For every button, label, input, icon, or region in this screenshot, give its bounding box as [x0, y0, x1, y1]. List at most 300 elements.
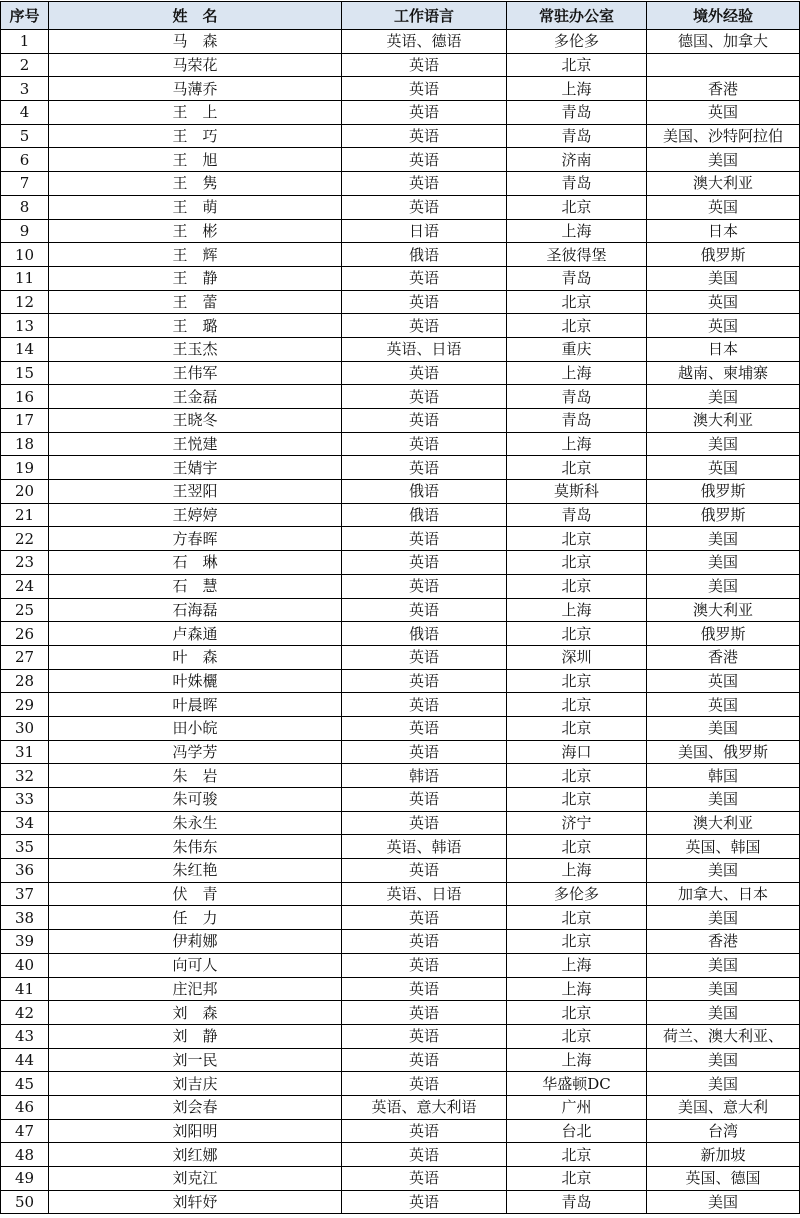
cell-index: 22 [1, 527, 49, 551]
cell-overseas: 俄罗斯 [647, 480, 800, 504]
cell-office: 北京 [507, 930, 647, 954]
cell-name: 朱永生 [49, 811, 342, 835]
cell-office: 青岛 [507, 503, 647, 527]
table-row [1, 1048, 800, 1072]
cell-name: 刘一民 [49, 1048, 342, 1072]
cell-overseas: 美国 [647, 1001, 800, 1025]
cell-language: 英语、意大利语 [342, 1095, 507, 1119]
cell-name: 马 森 [49, 30, 342, 54]
cell-index: 32 [1, 764, 49, 788]
cell-overseas: 俄罗斯 [647, 503, 800, 527]
cell-overseas: 英国、德国 [647, 1167, 800, 1191]
cell-name: 马薄乔 [49, 77, 342, 101]
cell-index: 47 [1, 1119, 49, 1143]
cell-overseas: 台湾 [647, 1119, 800, 1143]
cell-overseas: 美国 [647, 527, 800, 551]
cell-overseas: 美国 [647, 385, 800, 409]
cell-office: 北京 [507, 1143, 647, 1167]
cell-office: 多伦多 [507, 30, 647, 54]
table-row [1, 574, 800, 598]
cell-index: 42 [1, 1001, 49, 1025]
table-row [1, 1001, 800, 1025]
cell-language: 英语 [342, 77, 507, 101]
cell-office: 北京 [507, 574, 647, 598]
cell-office: 深圳 [507, 645, 647, 669]
cell-language: 英语 [342, 740, 507, 764]
cell-office: 华盛顿DC [507, 1072, 647, 1096]
cell-name: 王 静 [49, 266, 342, 290]
cell-index: 45 [1, 1072, 49, 1096]
cell-index: 23 [1, 551, 49, 575]
cell-index: 48 [1, 1143, 49, 1167]
header-language: 工作语言 [342, 2, 507, 30]
cell-language: 英语 [342, 859, 507, 883]
cell-language: 英语 [342, 1024, 507, 1048]
cell-language: 英语 [342, 314, 507, 338]
cell-overseas: 美国 [647, 1190, 800, 1214]
cell-language: 英语 [342, 456, 507, 480]
cell-index: 39 [1, 930, 49, 954]
cell-office: 莫斯科 [507, 480, 647, 504]
cell-index: 20 [1, 480, 49, 504]
table-row [1, 906, 800, 930]
cell-overseas: 澳大利亚 [647, 409, 800, 433]
cell-name: 王 彬 [49, 219, 342, 243]
cell-name: 伊莉娜 [49, 930, 342, 954]
cell-name: 刘克江 [49, 1167, 342, 1191]
cell-index: 24 [1, 574, 49, 598]
cell-name: 庄汜邦 [49, 977, 342, 1001]
cell-language: 英语 [342, 977, 507, 1001]
table-row [1, 503, 800, 527]
cell-language: 英语 [342, 906, 507, 930]
cell-name: 伏 青 [49, 882, 342, 906]
cell-overseas: 美国 [647, 1048, 800, 1072]
table-row [1, 1119, 800, 1143]
cell-language: 英语 [342, 1001, 507, 1025]
table-row [1, 598, 800, 622]
cell-language: 英语 [342, 1143, 507, 1167]
cell-name: 刘吉庆 [49, 1072, 342, 1096]
cell-overseas: 美国、意大利 [647, 1095, 800, 1119]
cell-language: 英语 [342, 811, 507, 835]
cell-index: 16 [1, 385, 49, 409]
table-row [1, 859, 800, 883]
table-row [1, 551, 800, 575]
cell-index: 18 [1, 432, 49, 456]
table-row [1, 124, 800, 148]
cell-name: 向可人 [49, 953, 342, 977]
table-row [1, 219, 800, 243]
cell-overseas: 日本 [647, 337, 800, 361]
cell-index: 37 [1, 882, 49, 906]
cell-name: 叶姝欐 [49, 669, 342, 693]
cell-index: 8 [1, 195, 49, 219]
table-row [1, 432, 800, 456]
cell-index: 29 [1, 693, 49, 717]
cell-index: 30 [1, 716, 49, 740]
cell-office: 上海 [507, 1048, 647, 1072]
cell-name: 石 慧 [49, 574, 342, 598]
cell-office: 青岛 [507, 266, 647, 290]
cell-overseas: 英国 [647, 456, 800, 480]
cell-name: 叶 森 [49, 645, 342, 669]
cell-language: 英语 [342, 432, 507, 456]
cell-language: 英语 [342, 551, 507, 575]
cell-office: 台北 [507, 1119, 647, 1143]
cell-index: 21 [1, 503, 49, 527]
cell-language: 英语 [342, 930, 507, 954]
table-row [1, 1167, 800, 1191]
cell-name: 王翌阳 [49, 480, 342, 504]
cell-office: 上海 [507, 953, 647, 977]
table-body [1, 30, 800, 1214]
table-row [1, 337, 800, 361]
cell-overseas: 美国 [647, 859, 800, 883]
cell-index: 26 [1, 622, 49, 646]
table-row [1, 788, 800, 812]
cell-name: 王 旭 [49, 148, 342, 172]
cell-name: 王婷婷 [49, 503, 342, 527]
cell-overseas: 荷兰、澳大利亚、 [647, 1024, 800, 1048]
table-row [1, 361, 800, 385]
cell-overseas: 新加坡 [647, 1143, 800, 1167]
cell-overseas: 英国 [647, 693, 800, 717]
cell-index: 33 [1, 788, 49, 812]
cell-name: 王 辉 [49, 243, 342, 267]
cell-overseas: 英国 [647, 195, 800, 219]
cell-language: 英语 [342, 385, 507, 409]
cell-overseas: 香港 [647, 930, 800, 954]
cell-index: 34 [1, 811, 49, 835]
cell-office: 北京 [507, 53, 647, 77]
cell-office: 北京 [507, 1167, 647, 1191]
cell-name: 王玉杰 [49, 337, 342, 361]
cell-overseas: 英国 [647, 101, 800, 125]
cell-office: 北京 [507, 716, 647, 740]
cell-overseas: 澳大利亚 [647, 598, 800, 622]
cell-language: 英语、韩语 [342, 835, 507, 859]
table-row [1, 53, 800, 77]
cell-name: 王 上 [49, 101, 342, 125]
cell-index: 11 [1, 266, 49, 290]
cell-name: 石 琳 [49, 551, 342, 575]
cell-language: 英语 [342, 101, 507, 125]
cell-office: 上海 [507, 219, 647, 243]
cell-overseas: 英国 [647, 290, 800, 314]
cell-language: 俄语 [342, 503, 507, 527]
cell-overseas: 英国 [647, 314, 800, 338]
table-row [1, 77, 800, 101]
cell-overseas: 俄罗斯 [647, 243, 800, 267]
cell-index: 27 [1, 645, 49, 669]
cell-language: 英语 [342, 953, 507, 977]
header-index: 序号 [1, 2, 49, 30]
cell-overseas: 越南、柬埔寨 [647, 361, 800, 385]
cell-office: 北京 [507, 1024, 647, 1048]
table-row [1, 1072, 800, 1096]
cell-language: 英语 [342, 361, 507, 385]
table-row [1, 1143, 800, 1167]
cell-name: 田小皖 [49, 716, 342, 740]
cell-language: 英语、日语 [342, 337, 507, 361]
cell-name: 石海磊 [49, 598, 342, 622]
cell-office: 青岛 [507, 124, 647, 148]
cell-office: 北京 [507, 764, 647, 788]
table-row [1, 953, 800, 977]
cell-index: 44 [1, 1048, 49, 1072]
cell-index: 4 [1, 101, 49, 125]
table-row [1, 622, 800, 646]
cell-office: 济南 [507, 148, 647, 172]
cell-name: 任 力 [49, 906, 342, 930]
cell-language: 英语 [342, 290, 507, 314]
cell-language: 英语 [342, 409, 507, 433]
cell-language: 英语 [342, 53, 507, 77]
cell-language: 英语 [342, 124, 507, 148]
table-row [1, 835, 800, 859]
cell-language: 俄语 [342, 243, 507, 267]
cell-name: 刘阳明 [49, 1119, 342, 1143]
cell-language: 英语 [342, 266, 507, 290]
cell-name: 王伟军 [49, 361, 342, 385]
staff-table [0, 1, 800, 1214]
cell-language: 英语 [342, 574, 507, 598]
cell-overseas: 澳大利亚 [647, 811, 800, 835]
cell-index: 14 [1, 337, 49, 361]
cell-office: 北京 [507, 788, 647, 812]
table-row [1, 290, 800, 314]
cell-overseas: 英国 [647, 669, 800, 693]
cell-office: 北京 [507, 456, 647, 480]
table-row [1, 101, 800, 125]
cell-overseas: 澳大利亚 [647, 172, 800, 196]
cell-overseas: 美国 [647, 148, 800, 172]
cell-overseas: 俄罗斯 [647, 622, 800, 646]
cell-language: 英语 [342, 195, 507, 219]
cell-name: 马荣花 [49, 53, 342, 77]
cell-overseas [647, 53, 800, 77]
cell-index: 25 [1, 598, 49, 622]
cell-language: 俄语 [342, 480, 507, 504]
cell-name: 冯学芳 [49, 740, 342, 764]
cell-office: 青岛 [507, 385, 647, 409]
table-row [1, 693, 800, 717]
cell-overseas: 美国、沙特阿拉伯 [647, 124, 800, 148]
cell-overseas: 加拿大、日本 [647, 882, 800, 906]
cell-office: 上海 [507, 859, 647, 883]
cell-language: 英语、德语 [342, 30, 507, 54]
cell-index: 19 [1, 456, 49, 480]
table-row [1, 669, 800, 693]
cell-name: 朱伟东 [49, 835, 342, 859]
cell-name: 王 璐 [49, 314, 342, 338]
header-row [1, 2, 800, 30]
cell-office: 北京 [507, 669, 647, 693]
cell-overseas: 英国、韩国 [647, 835, 800, 859]
cell-index: 35 [1, 835, 49, 859]
table-row [1, 266, 800, 290]
table-row [1, 930, 800, 954]
cell-overseas: 韩国 [647, 764, 800, 788]
cell-language: 俄语 [342, 622, 507, 646]
cell-office: 上海 [507, 361, 647, 385]
table-row [1, 1190, 800, 1214]
cell-name: 朱红艳 [49, 859, 342, 883]
cell-office: 海口 [507, 740, 647, 764]
cell-overseas: 美国 [647, 977, 800, 1001]
cell-name: 卢森通 [49, 622, 342, 646]
cell-index: 36 [1, 859, 49, 883]
cell-language: 英语 [342, 693, 507, 717]
cell-name: 刘会春 [49, 1095, 342, 1119]
table-row [1, 148, 800, 172]
cell-index: 40 [1, 953, 49, 977]
cell-language: 英语、日语 [342, 882, 507, 906]
cell-name: 叶晨晖 [49, 693, 342, 717]
cell-index: 1 [1, 30, 49, 54]
cell-language: 日语 [342, 219, 507, 243]
table-row [1, 30, 800, 54]
cell-language: 韩语 [342, 764, 507, 788]
cell-language: 英语 [342, 527, 507, 551]
cell-language: 英语 [342, 1190, 507, 1214]
cell-name: 刘 静 [49, 1024, 342, 1048]
header-overseas: 境外经验 [647, 2, 800, 30]
cell-overseas: 日本 [647, 219, 800, 243]
cell-office: 青岛 [507, 101, 647, 125]
table-row [1, 764, 800, 788]
cell-language: 英语 [342, 669, 507, 693]
table-row [1, 716, 800, 740]
cell-office: 北京 [507, 693, 647, 717]
cell-language: 英语 [342, 1048, 507, 1072]
cell-index: 9 [1, 219, 49, 243]
table-row [1, 385, 800, 409]
cell-office: 青岛 [507, 409, 647, 433]
cell-office: 北京 [507, 906, 647, 930]
cell-index: 50 [1, 1190, 49, 1214]
cell-index: 17 [1, 409, 49, 433]
cell-language: 英语 [342, 148, 507, 172]
cell-overseas: 美国 [647, 788, 800, 812]
table-row [1, 740, 800, 764]
cell-overseas: 美国 [647, 574, 800, 598]
cell-index: 5 [1, 124, 49, 148]
cell-name: 王金磊 [49, 385, 342, 409]
cell-index: 46 [1, 1095, 49, 1119]
cell-overseas: 美国 [647, 716, 800, 740]
cell-index: 13 [1, 314, 49, 338]
header-name: 姓 名 [49, 2, 342, 30]
cell-name: 王悦建 [49, 432, 342, 456]
cell-overseas: 美国 [647, 266, 800, 290]
cell-overseas: 美国 [647, 953, 800, 977]
cell-office: 多伦多 [507, 882, 647, 906]
cell-office: 上海 [507, 977, 647, 1001]
table-row [1, 882, 800, 906]
cell-name: 王婧宇 [49, 456, 342, 480]
cell-language: 英语 [342, 788, 507, 812]
cell-index: 31 [1, 740, 49, 764]
cell-name: 王 巧 [49, 124, 342, 148]
table-row [1, 195, 800, 219]
table-row [1, 172, 800, 196]
table-row [1, 527, 800, 551]
cell-office: 上海 [507, 598, 647, 622]
cell-office: 北京 [507, 527, 647, 551]
cell-overseas: 美国 [647, 432, 800, 456]
cell-name: 刘轩妤 [49, 1190, 342, 1214]
cell-index: 3 [1, 77, 49, 101]
cell-office: 青岛 [507, 1190, 647, 1214]
cell-name: 王 蕾 [49, 290, 342, 314]
cell-index: 2 [1, 53, 49, 77]
cell-name: 方春晖 [49, 527, 342, 551]
cell-name: 刘红娜 [49, 1143, 342, 1167]
cell-index: 15 [1, 361, 49, 385]
table-row [1, 977, 800, 1001]
cell-name: 朱可骏 [49, 788, 342, 812]
table-row [1, 314, 800, 338]
cell-overseas: 德国、加拿大 [647, 30, 800, 54]
cell-office: 重庆 [507, 337, 647, 361]
cell-index: 7 [1, 172, 49, 196]
cell-overseas: 美国 [647, 906, 800, 930]
cell-office: 圣彼得堡 [507, 243, 647, 267]
cell-overseas: 香港 [647, 77, 800, 101]
cell-overseas: 香港 [647, 645, 800, 669]
table-row [1, 480, 800, 504]
cell-name: 王 萌 [49, 195, 342, 219]
cell-language: 英语 [342, 1072, 507, 1096]
cell-index: 41 [1, 977, 49, 1001]
table-row [1, 645, 800, 669]
table-row [1, 409, 800, 433]
table-row [1, 811, 800, 835]
table-row [1, 456, 800, 480]
cell-office: 北京 [507, 622, 647, 646]
cell-index: 38 [1, 906, 49, 930]
cell-overseas: 美国、俄罗斯 [647, 740, 800, 764]
table-row [1, 243, 800, 267]
cell-name: 王 隽 [49, 172, 342, 196]
table-row [1, 1024, 800, 1048]
cell-office: 青岛 [507, 172, 647, 196]
cell-language: 英语 [342, 172, 507, 196]
cell-office: 北京 [507, 835, 647, 859]
cell-overseas: 美国 [647, 1072, 800, 1096]
cell-overseas: 美国 [647, 551, 800, 575]
cell-name: 王晓冬 [49, 409, 342, 433]
cell-index: 49 [1, 1167, 49, 1191]
cell-office: 济宁 [507, 811, 647, 835]
cell-index: 43 [1, 1024, 49, 1048]
cell-office: 广州 [507, 1095, 647, 1119]
table-row [1, 1095, 800, 1119]
cell-office: 北京 [507, 314, 647, 338]
cell-office: 上海 [507, 77, 647, 101]
cell-office: 北京 [507, 551, 647, 575]
cell-office: 北京 [507, 1001, 647, 1025]
cell-office: 北京 [507, 195, 647, 219]
cell-office: 上海 [507, 432, 647, 456]
cell-index: 6 [1, 148, 49, 172]
cell-language: 英语 [342, 645, 507, 669]
cell-name: 刘 森 [49, 1001, 342, 1025]
header-office: 常驻办公室 [507, 2, 647, 30]
cell-name: 朱 岩 [49, 764, 342, 788]
